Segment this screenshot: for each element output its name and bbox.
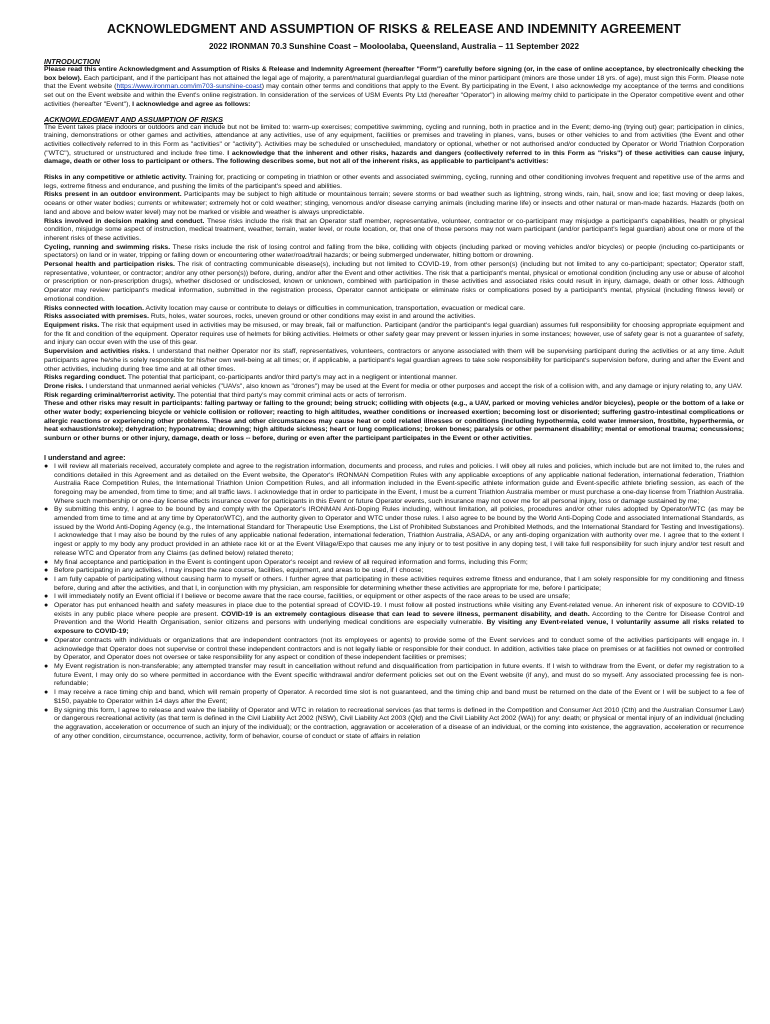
bullet-icon: ● bbox=[44, 567, 49, 575]
risk-item-text: The risk of contracting communicable disease(s), including but not limited to COVID-19, from other person(s) (including but not limited to any co-participant; spectator; Operator staff, representative, volunteer, or contractor; and/or any other person(s)) before, during, and/or after the Event and other activities. The risk that a participant's mental, physical or emotional condition (including any use or abuse of alcohol or prescription or non-prescription drugs), whether disclosed or undisclosed, known or unknown, combined with participation in these activities and associated risks could result in injury, damage, death or other loss. Although Operator may review participant's medical information, submitted in the registration process, Operator cannot anticipate or eliminate risks or complications posed by a participant's mental, physical (including fitness level) or emotional condition. bbox=[44, 261, 744, 303]
risk-item-label: Risks involved in decision making and conduct. bbox=[44, 217, 205, 225]
risk-item bbox=[44, 322, 744, 348]
agree-item-text: My Event registration is non-transferable; any attempted transfer may result in cancellation without refund and disqualification from participation in future events. If I wish to withdraw from the Event, or defer my registration to a future Event, I may only do so where permitted in accordance with the Event specific withdrawal and/or deferment policies set out on the Event website (if any), and must do so myself. Any associated processing fee is non-refundable; bbox=[54, 663, 744, 688]
risk-item bbox=[44, 174, 744, 191]
risk-item bbox=[44, 191, 744, 217]
risk-item bbox=[44, 374, 744, 383]
agree-item-text: Operator has put enhanced health and safety measures in place due to the potential spread of COVID-19. I must follow all posted instructions while visiting any Event-related venue. An inherent risk of exposure to COVID-19 exists in any public place where people are present. bbox=[54, 602, 744, 618]
agree-list-item bbox=[44, 663, 744, 689]
agree-item-text: My final acceptance and participation in the Event is contingent upon Operator's receipt and review of all required information and forms, including this Form; bbox=[54, 558, 528, 566]
agree-list-item bbox=[44, 463, 744, 507]
risk-item-text: Ruts, holes, water sources, rocks, uneven ground or other conditions may exist in and around the activities. bbox=[149, 313, 476, 321]
bullet-icon: ● bbox=[44, 663, 49, 670]
bullet-icon: ● bbox=[44, 462, 49, 470]
agree-list-item bbox=[44, 637, 744, 663]
risk-item-text: The risk that equipment used in activities may be misused, or may break, fail or malfunction. Participant (and/or the participant's legal guardian) assumes full responsibility for choosing appropriate equipment and for the fit and condition of the equipment. Operator requires use of helmets for biking activities. Helmets or other safety gear may prevent or lessen injuries in some instances; however, use of safety gear is not a guarantee of safety, and injury can occur even with the use of this gear. bbox=[44, 321, 744, 347]
risk-list bbox=[44, 174, 744, 400]
bullet-icon: ● bbox=[44, 706, 49, 714]
risks-bold-end: I acknowledge that the inherent and other risks, hazards and dangers (collectively referred to in this Form as "risks") of these activities can cause injury, damage, death or other loss to participant or others. The following describes some, but not all of the inherent risks, as applicable to participant's activities: bbox=[44, 149, 744, 166]
risk-item bbox=[44, 244, 744, 261]
risk-item-label: Risks present in an outdoor environment. bbox=[44, 191, 182, 199]
risks-heading: ACKNOWLEDGMENT AND ASSUMPTION OF RISKS bbox=[44, 114, 224, 124]
bullet-icon: ● bbox=[44, 689, 49, 697]
spacer bbox=[44, 167, 744, 174]
agree-list-item bbox=[44, 689, 744, 706]
agree-item-text: I am fully capable of participating without causing harm to myself or others. I further agree that participating in these activities requires extreme fitness and endurance, that I am solely responsible for my conditioning and fitness before, during and after the activities, and that I, in conjunction with my physician, am responsible for determining whether these activities are appropriate for me, before I participate; bbox=[54, 575, 744, 592]
risk-item-text: I understand that neither Operator nor its staff, representatives, volunteers, contractors or anyone associated with them will be supervising participant during the activities or at any time. Adult participants agree he/she is solely responsible for his/her own well-being at all times; or, if applicable, a participant's legal guardian agrees to take sole responsibility for participant's supervision before, during and after the Event and other activities, including during free time and at all other times. bbox=[44, 348, 744, 373]
risk-item-label: Risks connected with location. bbox=[44, 304, 145, 312]
intro-body-2: ) may contain other terms and conditions that apply to the Event. By participating in the Event, I also acknowledge my acceptance of the terms and conditions set out on the Event website and within the Event's online registration. In consideration of the services of USM Events Pty Ltd (hereafter "Operator") in allowing me/my child to participate in the Operator competitive event and other activities (hereafter "Event"), bbox=[44, 83, 744, 108]
agree-item-text: Before participating in any activities, I may inspect the race course, facilities, equipment, and areas to be used, if I choose; bbox=[54, 567, 424, 575]
risk-item-text: Training for, practicing or competing in triathlon or other events and associated swimming, cycling, running and other conditioning involves frequent and repetitive use of the arms and legs, extreme fitness and endurance, and pushing the limits of the participant's speed and abilities. bbox=[44, 174, 745, 190]
bullet-icon: ● bbox=[44, 558, 49, 566]
risk-item-label: Risk regarding criminal/terrorist activity. bbox=[44, 391, 176, 399]
agree-list-item bbox=[44, 567, 744, 576]
risk-item-label: Equipment risks. bbox=[44, 321, 100, 329]
agree-list-item bbox=[44, 576, 744, 593]
agree-item-bold: COVID-19 is an extremely contagious disease that can lead to severe illness, permanent disability, and death. bbox=[221, 610, 590, 618]
agree-list bbox=[44, 463, 744, 742]
agree-list-item bbox=[44, 506, 744, 558]
agree-item-text: I will immediately notify an Event official if I believe or become aware that the race course, facilities, or equipment or other aspects of the race areas to be used are unsafe; bbox=[54, 593, 571, 601]
document-title: ACKNOWLEDGMENT AND ASSUMPTION OF RISKS & RELEASE AND INDEMNITY AGREEMENT bbox=[107, 22, 681, 36]
risk-item bbox=[44, 261, 744, 305]
risk-item-text: Participants may be subject to high altitude or mountainous terrain; severe storms or bad weather such as lightning, strong winds, rain, hail, snow and ice; fast moving or deep lakes, oceans or other water bodies; currents or whitewater; extremely hot or cold weather; stinging, venomous and/or disease carrying animals (including marine life) or insects and other natural or man-made hazards. Hazards (both on land and above and below water level) may not be marked or visible and weather is always unpredictable. bbox=[44, 191, 744, 216]
intro-bold-lead: Please read this entire Acknowledgment and Assumption of Risks & Release and Indemnity Agreement (hereafter "Form") carefully before signing (or, in the case of online acceptance, by electronically checking the box below). bbox=[44, 66, 744, 82]
bullet-icon: ● bbox=[44, 593, 49, 601]
agree-item-text: By signing this form, I agree to release and waive the liability of Operator and WTC in relation to recreational services (as that terms is defined in the Competition and Consumer Act 2010 (Cth) and the Australian Consumer Law) or dangerous recreational activity (as that term is defined in the Civil Liability Act 2002 (NSW), Civil Liability Act 2003 (Qld) and the Civil Liability Act 2002 (WA)) for any: death; or physical or mental injury of an individual (including the aggravation, acceleration or occurrence of such an injury of the individual); or the contraction, aggravation or acceleration of a disease of an individual, or the coming into existence, the aggravation, acceleration or recurrence of any other condition, circumstance, occurrence, activity, form of behavior, course of conduct or state of affairs in relation bbox=[54, 706, 744, 740]
agree-item-text: Operator contracts with individuals or organizations that are independent contractors (not its employees or agents) to provide some of the Event services and to conduct some of the activities participants will engage in. I acknowledge that Operator does not supervise or control these independent contractors and is not legally liable or responsible for their conduct. In addition, activities take place on premises or at facilities not owned or controlled by Operator, and Operator does not oversee or take responsibility for any aspect or condition of these independent facilities or premises; bbox=[54, 636, 744, 662]
agree-item-text-2: According to the Centre for Disease Control and Prevention and the World Health Organisation, senior citizens and persons with underlying medical conditions are especially vulnerable. bbox=[54, 610, 744, 627]
bullet-icon: ● bbox=[44, 602, 49, 610]
risk-item-text: These risks include the risk of losing control and falling from the bike, colliding with objects (including parked or moving vehicles and/or bicycles) or people (including co-participants or spectators) on land or in water, tripping or falling down or encountering other water/road/trail hazards; or being submerged underwater, hitting bottom or drowning. bbox=[44, 243, 744, 260]
risk-item-label: Supervision and activities risks. bbox=[44, 348, 151, 356]
risk-item-label: Risks associated with premises. bbox=[44, 313, 149, 321]
agree-list-item bbox=[44, 602, 744, 637]
risks-closing-paragraph bbox=[44, 400, 744, 444]
intro-bold-end: I acknowledge and agree as follows: bbox=[132, 100, 251, 108]
agree-item-bold-2: By visiting any Event-related venue, I voluntarily assume all risks related to exposure to COVID-19; bbox=[54, 619, 744, 636]
risks-intro-paragraph bbox=[44, 124, 744, 168]
risk-item-text: The potential that participant, co-participants and/or third party's may act in a negligent or intentional manner. bbox=[126, 374, 458, 382]
agree-item-text: I will review all materials received, accurately complete and agree to the registration information, documents and process, and rules and policies. I will obey all rules and policies, which include but are not limited to, the rules and conditions detailed in this Agreement and as detailed on the Event website, the Operator's IRONMAN Competition Rules with any applicable exceptions of any applicable national federation, international federation, Triathlon Australia Race Competition Rules, the International Triathlon Union Competition Rules, and all information included in the Event-specific athlete information guide and Event-specific athlete briefing session, as each of the foregoing may be amended, from time to time; and all traffic laws. I acknowledge that in order to participate in the Event, I must be a current Triathlon Australia member or must purchase a one-day license from Triathlon Australia. Where such membership or one-day license effects insurance cover for participants in this Event or future Operator events, such insurance may not cover me for all personal injury, loss or damage sustained by me; bbox=[54, 462, 744, 505]
risk-item-text: These risks include the risk that an Operator staff member, representative, volunteer, contractor or co-participant may misjudge a participant's capabilities, health or physical condition, misjudge some aspect of instruction, medical treatment, weather, terrain, water level, or route location, or, that one of those persons may not warn participant (and/or participant's legal guardian) about one or more of the inherent risks of these activities. bbox=[44, 217, 744, 242]
risk-item bbox=[44, 392, 744, 401]
risk-item bbox=[44, 313, 744, 322]
risk-item bbox=[44, 218, 744, 244]
spacer bbox=[44, 444, 744, 451]
risk-item-label: Drone risks. bbox=[44, 382, 84, 390]
risks-closing-text: These and other risks may result in participants: falling partway or falling to the ground; being struck; colliding with objects (e.g., a UAV, parked or moving vehicles and/or bicycles), people or the bottom of a lake or other water body; experiencing bicycle or vehicle collision or rollover; reacting to high altitudes, weather conditions or increased exertion; becoming lost or disoriented; suffering gastro-intestinal complications or allergic reactions or experiencing other problems. These and other circumstances may cause heat or cold related illnesses or conditions (including hypothermia, cold water immersion, frostbite, hyperthermia, or heat exhaustion/stroke); dehydration; hyponatremia; drowning; high altitude sickness; heart or lung complications; broken bones; paralysis or other permanent disability; mental or emotional trauma; concussions; sunburn or other burns or other injury, damage, death or loss -- before, during or even after the participant participates in the Event or other activities. bbox=[44, 400, 744, 443]
risk-item-text: Activity location may cause or contribute to delays or difficulties in communication, transportation, evacuation or medical care. bbox=[144, 304, 526, 312]
risk-item bbox=[44, 305, 744, 314]
risk-item-text: I understand that unmanned aerial vehicles ("UAVs", also known as "drones") may be used at the Event for media or other purposes and accept the risk of a collision with, and any damage or injury relating to, any UAV. bbox=[83, 382, 743, 390]
bullet-icon: ● bbox=[44, 506, 49, 514]
agree-item-text: I may receive a race timing chip and band, which will remain property of Operator. A recorded time slot is not guaranteed, and the timing chip and band must be returned on the date of the Event or I will be subject to a fee of $150, payable to Operator within 14 days after the Event; bbox=[54, 689, 744, 705]
risks-body: The Event takes place indoors or outdoors and can include but not be limited to: warm-up exercises; competitive swimming, cycling and running, both in practice and in the Event; demo-ing (trying out) gear; participation in clinics, training, demonstrations or other games and activities, attendance at any activities, use of any equipment, facilities or premises and traveling in planes, vans, buses or other vehicles to and from activities (the Event and other activities collectively referred to in this Form as "activities" or "activity"). Activities may be scheduled or unscheduled, mandatory or optional, whether or not authorised and/or conducted by Operator or World Triathlon Corporation ("WTC"), structured or unstructured and include free time. bbox=[44, 123, 744, 157]
risk-item bbox=[44, 383, 744, 392]
agree-item-text: By submitting this entry, I agree to be bound by and comply with the Operator's IRONMAN Anti-Doping Rules including, without limitation, all policies, procedures and/or other rules adopted by Operator/WTC (as may be amended from time to time and at any time by Operator/WTC), and the authority given to Operator and WTC under those rules. I also agree to be bound by the World Anti-Doping Code and associated International Standards, as issued by the World Anti-Doping Agency (e.g., the International Standard for Therapeutic Use Exemptions, the List of Prohibited Substances and Prohibited Methods, and the International Standard for Testing and Investigations). I acknowledge that I may also be bound by the rules of any applicable national federation, international federation, Triathlon Australia, ASADA, or any anti-doping organization with authority over me. I agree that to the extent I ingest or apply to my body any product provided in an athlete race kit or at the Event Village/Expo that causes me any injury or to test positive in any doping test, I will take full responsibility for such injury and/or test result and release WTC and Operator from any Claims (as defined below) related thereto; bbox=[54, 506, 744, 557]
risk-item-text: The potential that third party's may commit criminal acts or acts of terrorism. bbox=[175, 391, 407, 399]
document-subtitle: 2022 IRONMAN 70.3 Sunshine Coast – Mooloolaba, Queensland, Australia – 11 September 2022 bbox=[208, 42, 580, 51]
risk-item-label: Risks regarding conduct. bbox=[44, 374, 127, 382]
introduction-paragraph bbox=[44, 66, 744, 110]
agree-list-item bbox=[44, 559, 744, 568]
agree-list-item bbox=[44, 707, 744, 742]
risk-item-label: Personal health and participation risks. bbox=[44, 261, 175, 269]
intro-body-1: Each participant, and if the participant has not attained the legal age of majority, a parent/natural guardian/legal guardian of the minor participant (minors are those under 18 yrs. of age), must sign this Form. Please note that the Event website ( bbox=[44, 74, 744, 91]
bullet-icon: ● bbox=[44, 636, 49, 644]
risk-item-label: Risks in any competitive or athletic activity. bbox=[44, 174, 187, 182]
agree-heading: I understand and agree: bbox=[44, 452, 126, 462]
agree-list-item bbox=[44, 593, 744, 602]
event-website-link[interactable]: https://www.ironman.com/im703-sunshine-coast bbox=[116, 83, 262, 91]
risk-item-label: Cycling, running and swimming risks. bbox=[44, 243, 171, 251]
bullet-icon: ● bbox=[44, 575, 49, 583]
risk-item bbox=[44, 348, 744, 374]
introduction-heading: INTRODUCTION bbox=[44, 57, 100, 66]
